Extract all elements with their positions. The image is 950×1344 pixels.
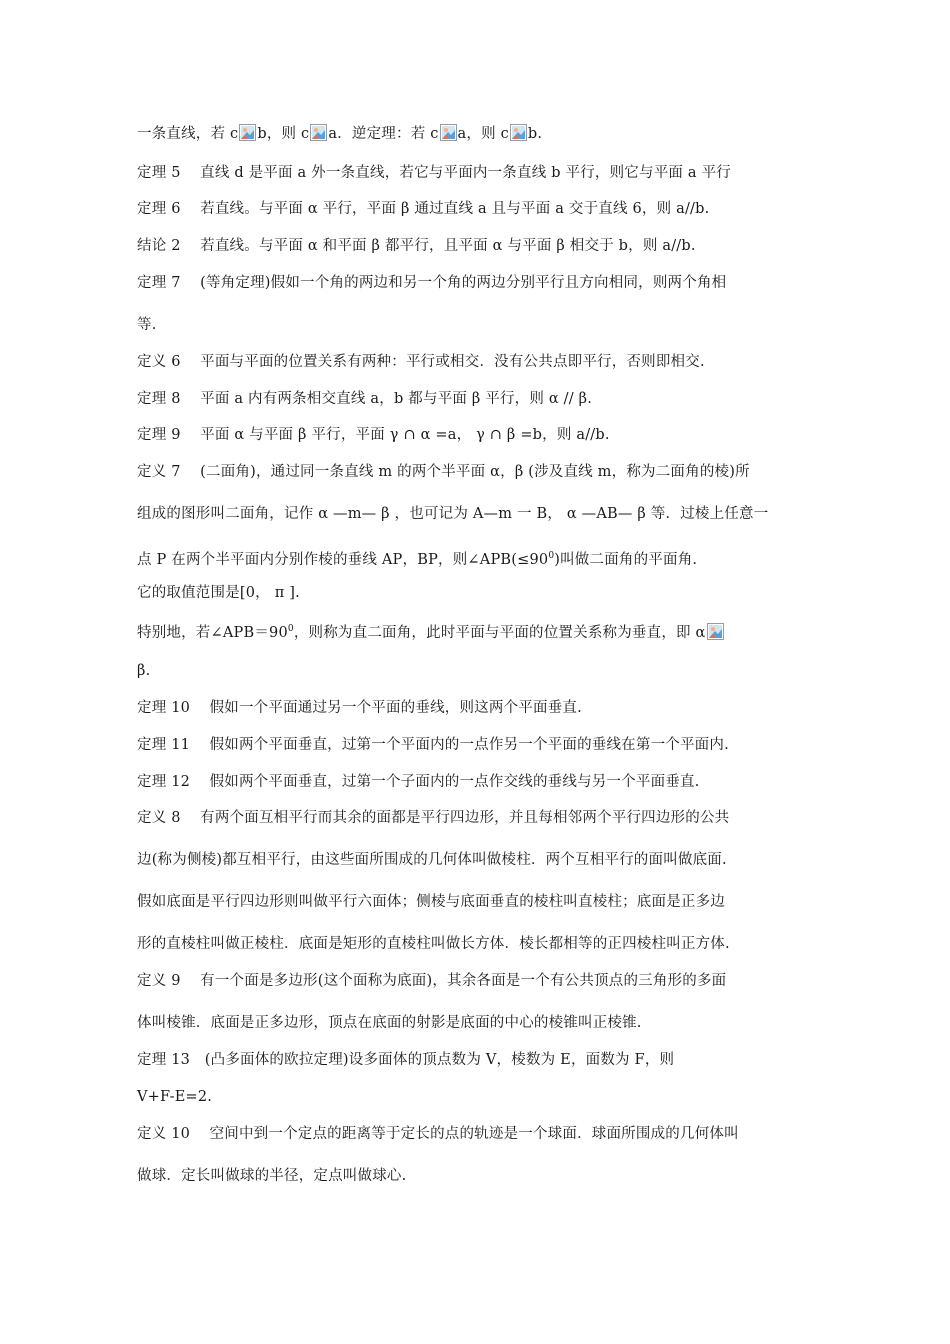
theorem-6: 定理 6 若直线。与平面 α 平行，平面 β 通过直线 a 且与平面 a 交于直线 6，则 a//b. [137, 201, 710, 217]
special-case-cont: β. [137, 663, 151, 679]
theorem-12: 定理 12 假如两个平面垂直，过第一个子面内的一点作交线的垂线与另一个平面垂直. [137, 774, 700, 790]
definition-6: 定义 6 平面与平面的位置关系有两种：平行或相交．没有公共点即平行，否则即相交. [137, 354, 705, 370]
broken-image-icon [510, 124, 527, 141]
theorem-10: 定理 10 假如一个平面通过另一个平面的垂线，则这两个平面垂直. [137, 700, 582, 716]
broken-image-icon [239, 124, 256, 141]
text-span: 特别地，若∠APB＝90 [137, 624, 288, 641]
theorem-5: 定理 5 直线 d 是平面 a 外一条直线，若它与平面内一条直线 b 平行，则它与平面 a 平行 [137, 165, 731, 181]
line-1-part-3: a．逆定理：若 c [328, 126, 439, 142]
broken-image-icon [440, 124, 457, 141]
definition-8-cont-1: 边(称为侧棱)都互相平行，由这些面所围成的几何体叫做棱柱．两个互相平行的面叫做底面. [137, 852, 727, 868]
definition-8: 定义 8 有两个面互相平行而其余的面都是平行四边形，并且每相邻两个平行四边形的公共 [137, 810, 730, 826]
theorem-8: 定理 8 平面 a 内有两条相交直线 a，b 都与平面 β 平行，则 α // β. [137, 391, 593, 407]
definition-7-cont-2 [137, 546, 697, 570]
broken-image-icon [707, 623, 724, 640]
broken-image-icon [310, 124, 327, 141]
definition-9: 定义 9 有一个面是多边形(这个面称为底面)，其余各面是一个有公共顶点的三角形的多面 [137, 973, 727, 989]
theorem-11: 定理 11 假如两个平面垂直，过第一个平面内的一点作另一个平面的垂线在第一个平面内. [137, 737, 729, 753]
text-span: ，则称为直二面角，此时平面与平面的位置关系称为垂直，即 α [293, 624, 706, 641]
theorem-7: 定理 7 (等角定理)假如一个角的两边和另一个角的两边分别平行且方向相同，则两个角相 [137, 275, 727, 291]
theorem-7-cont: 等. [137, 317, 157, 333]
definition-8-cont-2: 假如底面是平行四边形则叫做平行六面体；侧棱与底面垂直的棱柱叫直棱柱；底面是正多边 [137, 894, 725, 910]
theorem-13-formula: V+F-E=2. [137, 1089, 213, 1105]
definition-7-cont-1: 组成的图形叫二面角，记作 α —m— β ，也可记为 A—m 一 B， α —AB— β 等．过棱上任意一 [137, 506, 769, 522]
definition-9-cont: 体叫棱锥．底面是正多边形，顶点在底面的射影是底面的中心的棱锥叫正棱锥. [137, 1015, 642, 1031]
line-1-part-4: a，则 c [457, 126, 509, 142]
line-1-part-1: 一条直线，若 c [137, 126, 239, 142]
definition-10-cont: 做球．定长叫做球的半径，定点叫做球心. [137, 1168, 407, 1184]
text-span: )叫做二面角的平面角. [554, 551, 698, 568]
text-span: 点 P 在两个半平面内分别作棱的垂线 AP，BP，则∠APB(≤90 [137, 551, 549, 568]
theorem-13: 定理 13 (凸多面体的欧拉定理)设多面体的顶点数为 V，棱数为 E，面数为 F，则 [137, 1052, 675, 1068]
conclusion-2: 结论 2 若直线。与平面 α 和平面 β 都平行，且平面 α 与平面 β 相交于 b，则 a//b. [137, 238, 696, 254]
theorem-9: 定理 9 平面 α 与平面 β 平行，平面 γ ∩ α =a， γ ∩ β =b，则 a//b. [137, 427, 610, 443]
definition-8-cont-3: 形的直棱柱叫做正棱柱．底面是矩形的直棱柱叫做长方体．棱长都相等的正四棱柱叫正方体. [137, 936, 730, 952]
line-1 [137, 124, 542, 144]
definition-7: 定义 7 (二面角)，通过同一条直线 m 的两个半平面 α，β (涉及直线 m，称为二面角的棱)所 [137, 464, 750, 480]
line-1-part-2: b，则 c [257, 126, 310, 142]
special-case [137, 619, 725, 643]
value-range: 它的取值范围是[0， π ]. [137, 585, 300, 601]
superscript: 0 [548, 551, 555, 561]
line-1-part-5: b. [527, 126, 543, 142]
superscript: 0 [287, 624, 294, 634]
definition-10: 定义 10 空间中到一个定点的距离等于定长的点的轨迹是一个球面．球面所围成的几何体叫 [137, 1126, 739, 1142]
